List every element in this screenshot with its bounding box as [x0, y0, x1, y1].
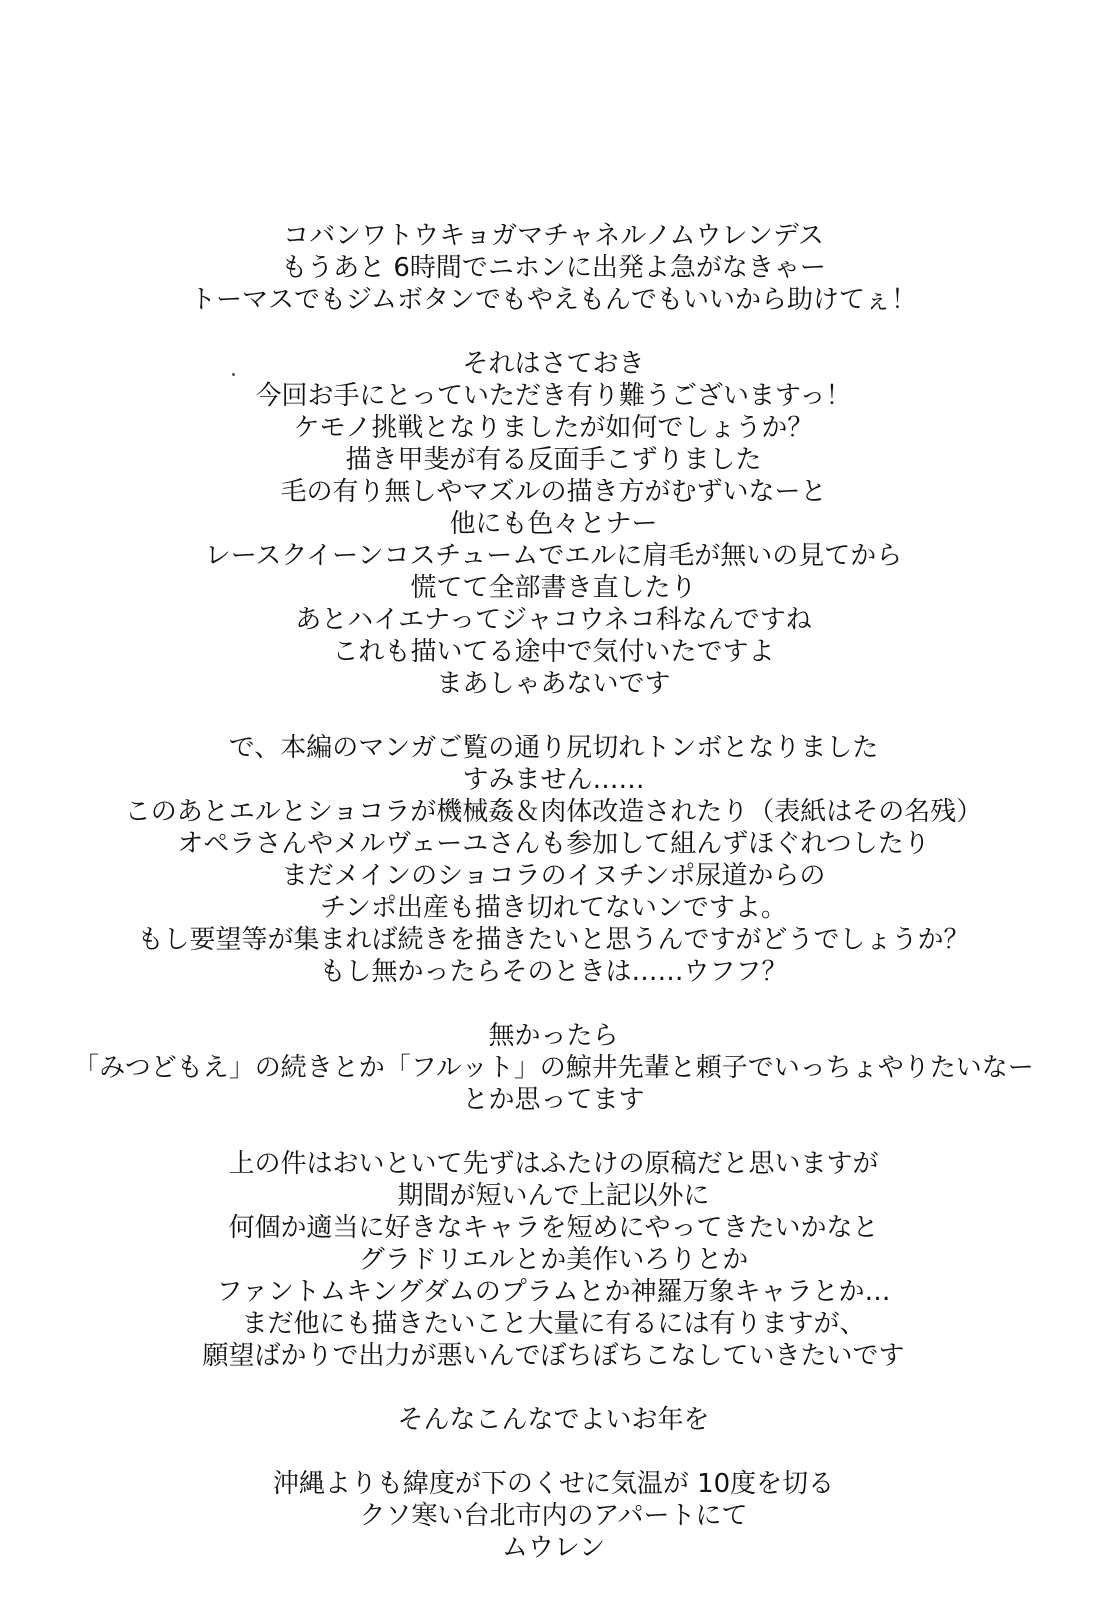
text-line: それはさておき	[462, 349, 645, 379]
text-line: まあしゃあないです	[436, 669, 671, 699]
text-line: そんなこんなでよいお年を	[397, 1405, 710, 1435]
text-line: ファントムキングダムのプラムとか神羅万象キャラとか…	[216, 1277, 891, 1307]
paragraph-new-year	[0, 1404, 1107, 1436]
text-line: まだメインのショコラのイヌチンポ尿道からの	[281, 861, 826, 891]
afterword-text	[0, 220, 1107, 1596]
text-line: 沖縄よりも緯度が下のくせに気温が 10度を切る	[272, 1469, 835, 1499]
text-line: もし無かったらそのときは……ウフフ？	[319, 957, 788, 987]
text-line: 毛の有り無しやマズルの描き方がむずいなーと	[280, 477, 827, 507]
paragraph-story	[0, 732, 1107, 988]
text-line: 他にも色々とナー	[449, 509, 658, 539]
text-line: とか思ってます	[462, 1085, 645, 1115]
text-line: まだ他にも描きたいこと大量に有るには有りますが、	[241, 1309, 866, 1339]
text-line: あとハイエナってジャコウネコ科なんですね	[295, 605, 812, 635]
text-line: 無かったら	[488, 1021, 619, 1051]
text-line: 上の件はおいといて先ずはふたけの原稿だと思いますが	[228, 1149, 879, 1179]
text-line: 今回お手にとっていただき有り難うございますっ！	[255, 381, 852, 411]
text-line: すみません……	[462, 765, 645, 795]
text-line: 何個か適当に好きなキャラを短めにやってきたいかなと	[228, 1213, 879, 1243]
text-line: コバンワトウキョガマチャネルノムウレンデス	[283, 221, 824, 251]
text-line: これも描いてる途中で気付いたですよ	[332, 637, 775, 667]
text-line: 慌てて全部書き直したり	[410, 573, 697, 603]
paragraph-signature	[0, 1468, 1107, 1564]
text-line: 「みつどもえ」の続きとか「フルット」の鯨井先輩と頼子でいっちょやりたいなー	[73, 1053, 1034, 1083]
text-line: オペラさんやメルヴェーユさんも参加して組んずほぐれつしたり	[177, 829, 930, 859]
text-line: レースクイーンコスチュームでエルに肩毛が無いの見てから	[204, 541, 903, 571]
paragraph-future-work	[0, 1148, 1107, 1372]
text-line: もし要望等が集まれば続きを描きたいと思うんですがどうでしょうか？	[137, 925, 970, 955]
text-line: もうあと 6時間でニホンに出発よ急がなきゃー	[281, 253, 826, 283]
paragraph-next-plans	[0, 1020, 1107, 1116]
text-line: グラドリエルとか美作いろりとか	[358, 1245, 749, 1275]
paragraph-thanks	[0, 348, 1107, 700]
text-line: ケモノ挑戦となりましたが如何でしょうか？	[293, 413, 814, 443]
author-signature: ムウレン	[501, 1533, 606, 1563]
text-line: チンポ出産も描き切れてないンですよ。	[320, 893, 787, 923]
text-line: このあとエルとショコラが機械姦＆肉体改造されたり（表紙はその名残）	[124, 797, 983, 827]
text-line: トーマスでもジムボタンでもやえもんでもいいから助けてぇ！	[190, 285, 917, 315]
text-line: クソ寒い台北市内のアパートにて	[359, 1501, 748, 1531]
text-line: で、本編のマンガご覧の通り尻切れトンボとなりました	[228, 733, 879, 763]
paragraph-greeting	[0, 220, 1107, 316]
text-line: 願望ばかりで出力が悪いんでぼちぼちこなしていきたいです	[202, 1341, 905, 1371]
text-line: 期間が短いんで上記以外に	[397, 1181, 710, 1211]
text-line: 描き甲斐が有る反面手こずりました	[345, 445, 762, 475]
